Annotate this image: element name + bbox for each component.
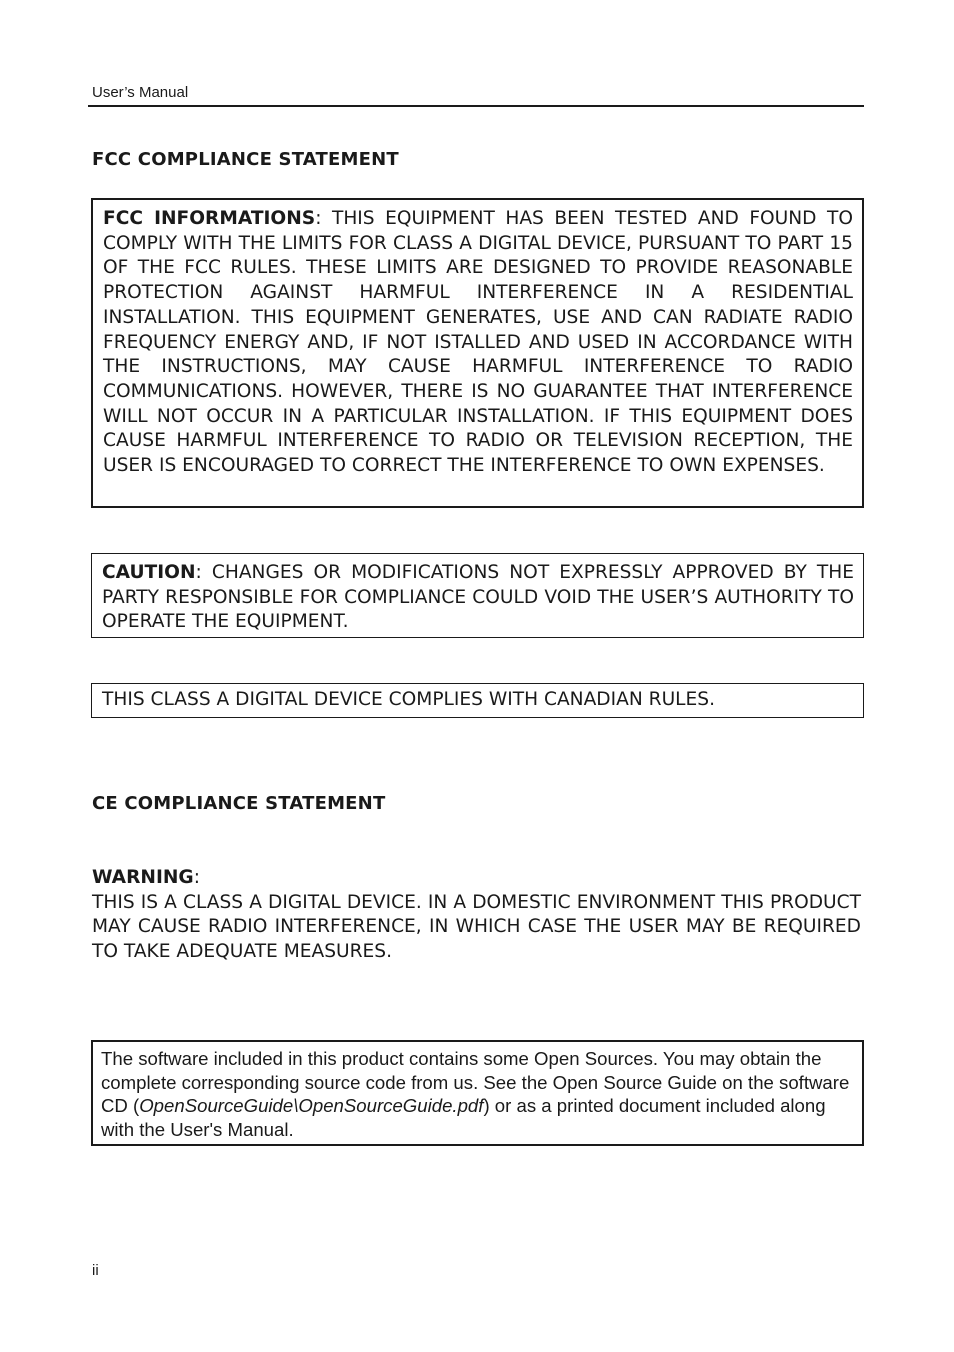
ce-section-title: CE COMPLIANCE STATEMENT [92, 793, 386, 814]
fcc-information-label: FCC INFORMATIONS [103, 208, 316, 229]
header-rule [88, 105, 864, 107]
open-source-notice-box [91, 1040, 864, 1146]
fcc-section-title: FCC COMPLIANCE STATEMENT [92, 149, 399, 170]
fcc-information-box [91, 198, 864, 508]
warning-heading [92, 866, 861, 891]
caution-box [91, 553, 864, 638]
canadian-notice-box [91, 683, 864, 718]
caution-text: : CHANGES OR MODIFICATIONS NOT EXPRESSLY APPROVED BY THE PARTY RESPONSIBLE FOR COMPLIANCE COULD VOID THE USER’S AUTHORITY TO OPERATE THE EQUIPMENT. [102, 562, 854, 633]
warning-text: THIS IS A CLASS A DIGITAL DEVICE. IN A DOMESTIC ENVIRONMENT THIS PRODUCT MAY CAUSE RADIO INTERFERENCE, IN WHICH CASE THE USER MAY BE REQUIRED TO TAKE ADEQUATE MEASURES. [92, 891, 861, 963]
ce-warning-block [92, 866, 861, 965]
warning-colon: : [193, 867, 200, 888]
caution-label: CAUTION [102, 562, 196, 583]
open-source-text-start: The software included in this product contains some Open Sources. You may obtain the complete corresponding source code from us. See the Open Source Guide on the software CD ( [101, 1048, 850, 1116]
running-header: User’s Manual [92, 84, 189, 101]
fcc-information-text: : THIS EQUIPMENT HAS BEEN TESTED AND FOUND TO COMPLY WITH THE LIMITS FOR CLASS A DIGITAL DEVICE, PURSUANT TO PART 15 OF THE FCC RULES. THESE LIMITS ARE DESIGNED TO PROVIDE REASONABLE PROTECTION AGAINST HARMFUL INTERFERENCE IN A RESIDENTIAL INSTALLATION. THIS EQUIPMENT GENERATES, USE AND CAN RADIATE RADIO FREQUENCY ENERGY AND, IF NOT ISTALLED AND USED IN ACCORDANCE WITH THE INSTRUCTIONS, MAY CAUSE HARMFUL INTERFERENCE TO RADIO COMMUNICATIONS. HOWEVER, THERE IS NO GUARANTEE THAT INTERFERENCE WILL NOT OCCUR IN A PARTICULAR INSTALLATION. IF THIS EQUIPMENT DOES CAUSE HARMFUL INTERFERENCE TO RADIO OR TELEVISION RECEPTION, THE USER IS ENCOURAGED TO CORRECT THE INTERFERENCE TO OWN EXPENSES. [103, 208, 853, 477]
open-source-guide-path: OpenSourceGuide\OpenSourceGuide.pdf [139, 1095, 484, 1116]
open-source-text-end: ) or as a printed document included along with the User's Manual. [101, 1095, 826, 1140]
warning-label: WARNING [92, 867, 194, 888]
canadian-notice-text: THIS CLASS A DIGITAL DEVICE COMPLIES WITH CANADIAN RULES. [102, 689, 715, 710]
page-number: ii [92, 1262, 99, 1279]
